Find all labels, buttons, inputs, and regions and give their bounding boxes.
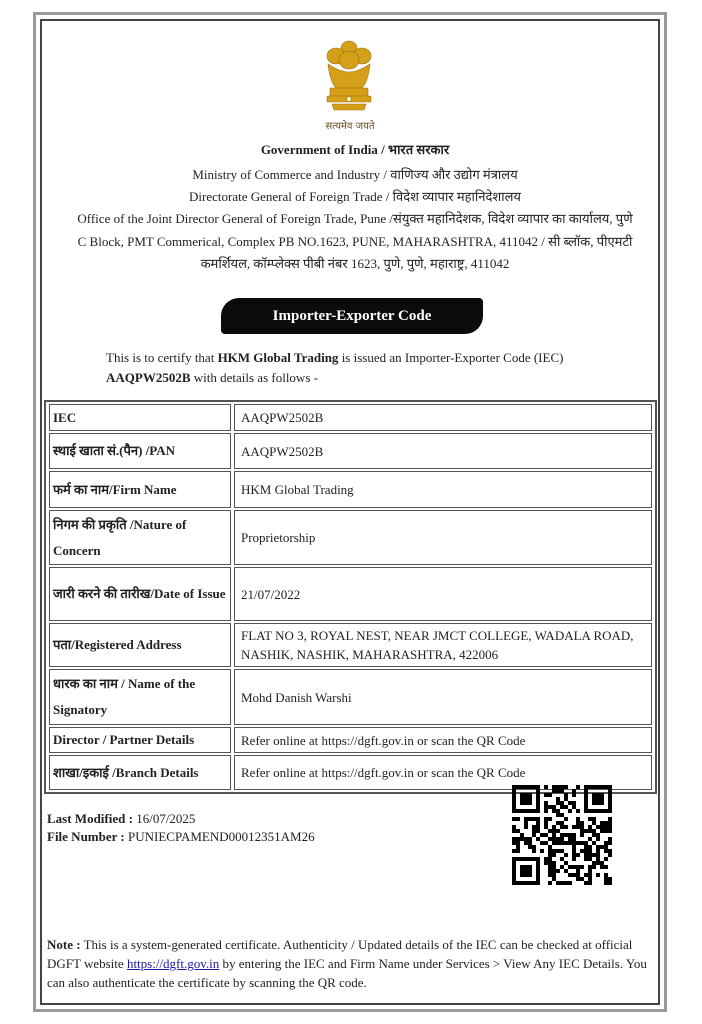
row-value: HKM Global Trading — [234, 471, 652, 508]
directorate-line: Directorate General of Foreign Trade / विदेश व्यापार महानिदेशालय — [189, 189, 521, 204]
table-row — [49, 567, 652, 621]
ministry-line: Ministry of Commerce and Industry / वाणिज्य और उद्योग मंत्रालय — [192, 167, 518, 182]
row-value: Refer online at https://dgft.gov.in or scan the QR Code — [234, 727, 652, 753]
certify-iec: AAQPW2502B — [106, 370, 191, 385]
last-modified-value: 16/07/2025 — [132, 811, 196, 826]
file-number-value: PUNIECPAMEND00012351AM26 — [124, 829, 315, 844]
table-row — [49, 471, 652, 508]
file-number — [47, 828, 315, 846]
address-line-1: C Block, PMT Commerical, Complex PB NO.1623, PUNE, MAHARASHTRA, 411042 / सी ब्लॉक, पीएमटी — [77, 234, 633, 249]
certificate-note — [47, 935, 647, 992]
row-label: फर्म का नाम/Firm Name — [49, 471, 231, 508]
certify-prefix: This is to certify that — [106, 350, 218, 365]
certify-suffix: with details as follows - — [190, 370, 318, 385]
govt-title: Government of India / भारत सरकार — [260, 142, 450, 157]
note-label: Note : — [47, 937, 81, 952]
certification-statement — [106, 348, 586, 388]
row-value: AAQPW2502B — [234, 433, 652, 469]
qr-code-icon[interactable] — [512, 785, 612, 885]
row-value: Proprietorship — [234, 510, 652, 565]
row-value: Refer online at https://dgft.gov.in or scan the QR Code — [234, 755, 652, 790]
file-number-label: File Number : — [47, 829, 125, 844]
table-row — [49, 510, 652, 565]
row-value: AAQPW2502B — [234, 404, 652, 431]
row-label: Director / Partner Details — [49, 727, 231, 753]
row-value: 21/07/2022 — [234, 567, 652, 621]
certify-firm: HKM Global Trading — [217, 350, 339, 365]
row-value: FLAT NO 3, ROYAL NEST, NEAR JMCT COLLEGE, WADALA ROAD, NASHIK, NASHIK, MAHARASHTRA, 422006 — [234, 623, 652, 667]
table-row — [49, 727, 652, 753]
emblem-motto: सत्यमेव जयते — [325, 121, 375, 132]
certificate-title: Importer-Exporter Code — [221, 298, 483, 334]
row-value: Mohd Danish Warshi — [234, 669, 652, 725]
row-label: धारक का नाम / Name of the Signatory — [49, 669, 231, 725]
table-row — [49, 669, 652, 725]
iec-details-table — [44, 400, 657, 794]
table-row — [49, 623, 652, 667]
dgft-website-link[interactable]: https://dgft.gov.in — [126, 956, 220, 971]
address-line-2: कमर्शियल, कॉम्प्लेक्स पीबी नंबर 1623, पुणे, पुणे, महाराष्ट्र, 411042 — [200, 256, 510, 271]
last-modified-label: Last Modified : — [47, 811, 133, 826]
table-row — [49, 404, 652, 431]
row-label: निगम की प्रकृति /Nature of Concern — [49, 510, 231, 565]
certify-middle: is issued an Importer-Exporter Code (IEC) — [338, 350, 564, 365]
office-line: Office of the Joint Director General of Foreign Trade, Pune /संयुक्त महानिदेशक, विदेश व्यापार का कार्यालय, पुणे — [77, 211, 633, 226]
row-label: शाखा/इकाई /Branch Details — [49, 755, 231, 790]
last-modified — [47, 810, 195, 828]
table-row — [49, 433, 652, 469]
row-label: IEC — [49, 404, 231, 431]
note-text-2: by entering the IEC and Firm Name under Services > View Any IEC Details. You can also authenticate the certificate by scanning the QR code. — [47, 956, 647, 990]
note-text-1: This is a system-generated certificate. Authenticity / Updated details of the IEC can be checked at official DGFT website — [47, 937, 633, 971]
row-label: स्थाई खाता सं.(पैन) /PAN — [49, 433, 231, 469]
row-label: पता/Registered Address — [49, 623, 231, 667]
row-label: जारी करने की तारीख/Date of Issue — [49, 567, 231, 621]
